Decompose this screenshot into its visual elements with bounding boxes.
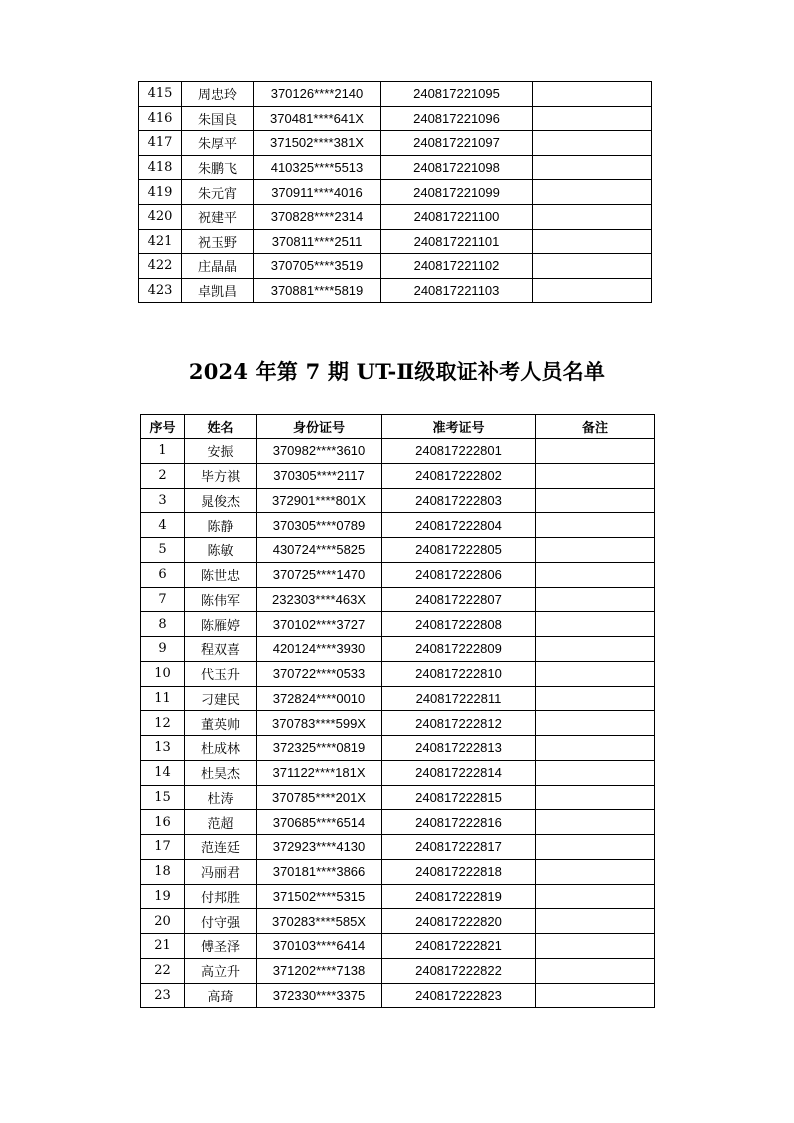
cell-exam-number: 240817222811 [382,686,536,711]
table-row [139,278,652,303]
cell-id-number: 370828****2314 [254,204,381,229]
table-row [141,958,655,983]
cell-serial-number: 423 [139,278,182,303]
table-row [141,934,655,959]
cell-exam-number: 240817222810 [382,661,536,686]
cell-serial-number: 4 [141,513,185,538]
cell-remark [533,180,652,205]
previous-page-table [138,81,652,303]
cell-name: 陈敏 [185,538,257,563]
cell-serial-number: 7 [141,587,185,612]
cell-remark [536,488,655,513]
table-row [141,686,655,711]
cell-name: 刁建民 [185,686,257,711]
cell-remark [533,278,652,303]
cell-remark [536,637,655,662]
cell-serial-number: 10 [141,661,185,686]
cell-remark [536,958,655,983]
table-row [141,587,655,612]
cell-exam-number: 240817221095 [381,82,533,107]
cell-name: 付邦胜 [185,884,257,909]
cell-exam-number: 240817222822 [382,958,536,983]
cell-name: 傅圣泽 [185,934,257,959]
cell-remark [533,254,652,279]
header-name: 姓名 [185,415,257,439]
cell-name: 祝玉野 [182,229,254,254]
cell-remark [536,661,655,686]
table-row [141,835,655,860]
header-remark: 备注 [536,415,655,439]
cell-exam-number: 240817222803 [382,488,536,513]
cell-id-number: 372923****4130 [257,835,382,860]
cell-id-number: 370305****0789 [257,513,382,538]
table-row [141,513,655,538]
cell-name: 朱元宵 [182,180,254,205]
cell-id-number: 370785****201X [257,785,382,810]
cell-id-number: 430724****5825 [257,538,382,563]
cell-serial-number: 8 [141,612,185,637]
cell-remark [533,106,652,131]
cell-serial-number: 418 [139,155,182,180]
table-row [139,155,652,180]
cell-remark [533,155,652,180]
table-row [139,131,652,156]
cell-serial-number: 15 [141,785,185,810]
table-row [141,983,655,1008]
cell-exam-number: 240817222816 [382,810,536,835]
cell-remark [536,810,655,835]
table-row [141,637,655,662]
table-row [141,711,655,736]
cell-name: 庄晶晶 [182,254,254,279]
cell-name: 朱国良 [182,106,254,131]
cell-remark [536,736,655,761]
cell-exam-number: 240817222817 [382,835,536,860]
cell-name: 杜昊杰 [185,760,257,785]
cell-id-number: 371502****381X [254,131,381,156]
cell-id-number: 370911****4016 [254,180,381,205]
cell-remark [536,439,655,464]
cell-serial-number: 18 [141,859,185,884]
cell-serial-number: 417 [139,131,182,156]
table-row [139,82,652,107]
cell-remark [533,204,652,229]
cell-id-number: 372824****0010 [257,686,382,711]
cell-exam-number: 240817221102 [381,254,533,279]
cell-remark [536,785,655,810]
table-row [141,463,655,488]
cell-remark [536,538,655,563]
cell-exam-number: 240817222812 [382,711,536,736]
cell-name: 高琦 [185,983,257,1008]
cell-remark [536,711,655,736]
cell-exam-number: 240817222802 [382,463,536,488]
cell-remark [536,463,655,488]
cell-serial-number: 13 [141,736,185,761]
cell-exam-number: 240817221101 [381,229,533,254]
cell-exam-number: 240817221099 [381,180,533,205]
cell-name: 杜成林 [185,736,257,761]
cell-remark [536,859,655,884]
table-row [141,562,655,587]
table-row [141,859,655,884]
cell-id-number: 370126****2140 [254,82,381,107]
table-row [141,785,655,810]
retake-candidates-table [140,414,655,1008]
cell-name: 程双喜 [185,637,257,662]
cell-remark [536,934,655,959]
cell-name: 陈静 [185,513,257,538]
cell-exam-number: 240817221096 [381,106,533,131]
cell-serial-number: 415 [139,82,182,107]
previous-page-table-body [139,82,652,303]
cell-serial-number: 5 [141,538,185,563]
cell-exam-number: 240817222823 [382,983,536,1008]
cell-exam-number: 240817222819 [382,884,536,909]
cell-exam-number: 240817222804 [382,513,536,538]
cell-exam-number: 240817222815 [382,785,536,810]
cell-serial-number: 12 [141,711,185,736]
cell-id-number: 370181****3866 [257,859,382,884]
cell-remark [536,835,655,860]
cell-name: 范连廷 [185,835,257,860]
cell-id-number: 371502****5315 [257,884,382,909]
cell-serial-number: 14 [141,760,185,785]
table-row [141,760,655,785]
cell-remark [536,612,655,637]
cell-serial-number: 421 [139,229,182,254]
table-row [141,884,655,909]
retake-candidates-table-body [141,439,655,1008]
cell-serial-number: 19 [141,884,185,909]
cell-serial-number: 420 [139,204,182,229]
cell-name: 代玉升 [185,661,257,686]
cell-remark [536,983,655,1008]
cell-name: 杜涛 [185,785,257,810]
table-row [141,736,655,761]
cell-serial-number: 9 [141,637,185,662]
table-row [139,106,652,131]
header-id-number: 身份证号 [257,415,382,439]
cell-name: 安振 [185,439,257,464]
cell-id-number: 370881****5819 [254,278,381,303]
table-row [139,204,652,229]
cell-exam-number: 240817222814 [382,760,536,785]
cell-serial-number: 20 [141,909,185,934]
cell-serial-number: 422 [139,254,182,279]
table-row [139,180,652,205]
cell-exam-number: 240817222813 [382,736,536,761]
cell-exam-number: 240817222818 [382,859,536,884]
cell-id-number: 370481****641X [254,106,381,131]
cell-id-number: 370283****585X [257,909,382,934]
cell-exam-number: 240817222807 [382,587,536,612]
cell-remark [536,884,655,909]
cell-remark [536,760,655,785]
cell-id-number: 370982****3610 [257,439,382,464]
table-row [141,810,655,835]
cell-name: 付守强 [185,909,257,934]
cell-id-number: 370725****1470 [257,562,382,587]
cell-exam-number: 240817222808 [382,612,536,637]
cell-exam-number: 240817221100 [381,204,533,229]
cell-exam-number: 240817221098 [381,155,533,180]
cell-id-number: 370705****3519 [254,254,381,279]
header-exam-number: 准考证号 [382,415,536,439]
cell-name: 董英帅 [185,711,257,736]
cell-serial-number: 21 [141,934,185,959]
cell-name: 冯丽君 [185,859,257,884]
cell-id-number: 371202****7138 [257,958,382,983]
cell-exam-number: 240817222806 [382,562,536,587]
cell-exam-number: 240817222820 [382,909,536,934]
cell-name: 陈世忠 [185,562,257,587]
header-serial-number: 序号 [141,415,185,439]
cell-name: 陈伟军 [185,587,257,612]
cell-serial-number: 2 [141,463,185,488]
table-row [139,229,652,254]
cell-id-number: 370722****0533 [257,661,382,686]
cell-exam-number: 240817222821 [382,934,536,959]
cell-id-number: 371122****181X [257,760,382,785]
cell-id-number: 370783****599X [257,711,382,736]
cell-name: 朱鹏飞 [182,155,254,180]
cell-id-number: 370685****6514 [257,810,382,835]
table-row [139,254,652,279]
cell-name: 毕方祺 [185,463,257,488]
cell-name: 卓凯昌 [182,278,254,303]
table-row [141,661,655,686]
cell-serial-number: 23 [141,983,185,1008]
cell-serial-number: 16 [141,810,185,835]
section-title: 2024 年第 7 期 UT-Ⅱ级取证补考人员名单 [188,359,606,384]
cell-name: 范超 [185,810,257,835]
cell-name: 朱厚平 [182,131,254,156]
cell-id-number: 420124****3930 [257,637,382,662]
cell-id-number: 370103****6414 [257,934,382,959]
cell-name: 祝建平 [182,204,254,229]
cell-id-number: 372325****0819 [257,736,382,761]
cell-id-number: 410325****5513 [254,155,381,180]
cell-exam-number: 240817222805 [382,538,536,563]
cell-id-number: 372330****3375 [257,983,382,1008]
table-row [141,488,655,513]
cell-name: 高立升 [185,958,257,983]
cell-id-number: 370102****3727 [257,612,382,637]
cell-remark [533,82,652,107]
cell-id-number: 370305****2117 [257,463,382,488]
cell-name: 陈雁婷 [185,612,257,637]
table-row [141,612,655,637]
cell-exam-number: 240817221097 [381,131,533,156]
cell-serial-number: 3 [141,488,185,513]
table-row [141,439,655,464]
cell-id-number: 372901****801X [257,488,382,513]
cell-remark [536,587,655,612]
cell-remark [533,131,652,156]
cell-serial-number: 416 [139,106,182,131]
cell-exam-number: 240817221103 [381,278,533,303]
cell-serial-number: 17 [141,835,185,860]
cell-serial-number: 1 [141,439,185,464]
cell-serial-number: 419 [139,180,182,205]
cell-id-number: 232303****463X [257,587,382,612]
cell-name: 周忠玲 [182,82,254,107]
cell-name: 晁俊杰 [185,488,257,513]
cell-serial-number: 11 [141,686,185,711]
cell-id-number: 370811****2511 [254,229,381,254]
table-row [141,538,655,563]
table-row [141,909,655,934]
cell-exam-number: 240817222809 [382,637,536,662]
cell-remark [533,229,652,254]
cell-remark [536,686,655,711]
cell-serial-number: 6 [141,562,185,587]
cell-exam-number: 240817222801 [382,439,536,464]
cell-remark [536,513,655,538]
cell-serial-number: 22 [141,958,185,983]
table-header-row [141,415,655,439]
cell-remark [536,909,655,934]
cell-remark [536,562,655,587]
